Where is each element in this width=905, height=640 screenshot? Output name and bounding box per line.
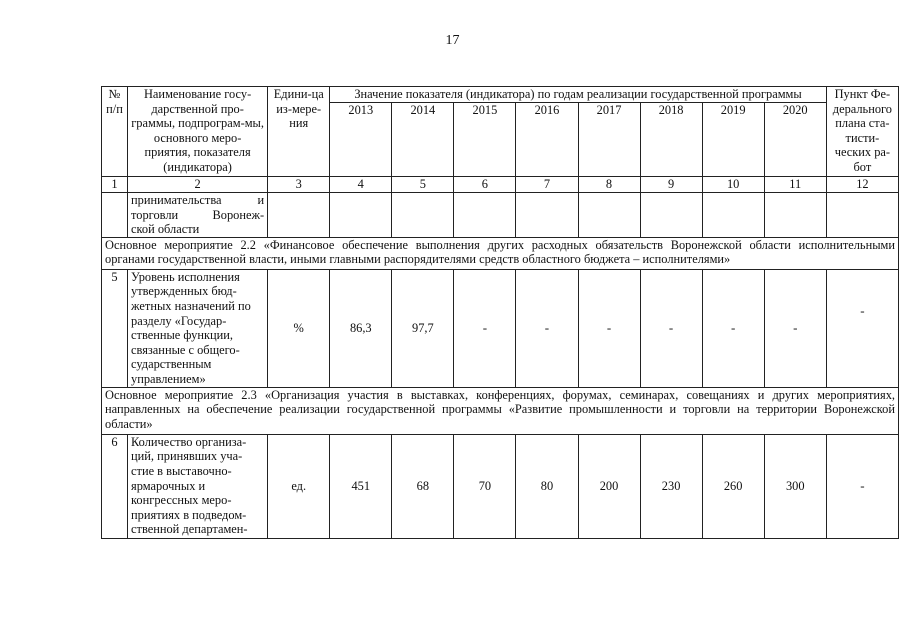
continuation-name: принимательства и торговли Воронеж- ской области	[128, 193, 268, 238]
col-number: 3	[268, 177, 330, 193]
col-number: 11	[764, 177, 826, 193]
year-2014: 2014	[392, 103, 454, 177]
row5-value-2019: -	[702, 269, 764, 387]
header-fed-plan: Пункт Фе-дерального плана ста-тисти-ческих ра-бот	[826, 87, 898, 177]
header-values: Значение показателя (индикатора) по годам реализации государственной программы	[330, 87, 827, 103]
indicator-table	[101, 86, 899, 539]
header-name: Наименование госу-дарственной про-граммы, подпрограм-мы, основного меро-приятия, показателя (индикатора)	[128, 87, 268, 177]
row6-value-2019: 260	[702, 434, 764, 538]
row6-unit: ед.	[268, 434, 330, 538]
col-number: 9	[640, 177, 702, 193]
col-number: 5	[392, 177, 454, 193]
year-2018: 2018	[640, 103, 702, 177]
row5-value-2014: 97,7	[392, 269, 454, 387]
header-unit: Едини-ца из-мере-ния	[268, 87, 330, 177]
row6-value-2014: 68	[392, 434, 454, 538]
year-2016: 2016	[516, 103, 578, 177]
row5-value-2016: -	[516, 269, 578, 387]
col-number: 1	[102, 177, 128, 193]
row6-name: Количество организа- ций, принявших уча- стие в выставочно- ярмарочных и конгрессных меро- приятиях в подведом- ственной департамен-	[128, 434, 268, 538]
section-2-3-title: Основное мероприятие 2.3 «Организация участия в выставках, конференциях, форумах, семинарах, совещаниях и других мероприятиях, направленных на обеспечение реализации государственной программы «Развитие промышленности и торговли на территории Воронежской области»	[102, 387, 899, 434]
col-number: 12	[826, 177, 898, 193]
row5-fed-plan: -	[826, 269, 898, 387]
row5-num: 5	[102, 269, 128, 387]
year-2020: 2020	[764, 103, 826, 177]
section-2-3-row	[102, 387, 899, 434]
page-number: 17	[445, 33, 460, 48]
row5-value-2013: 86,3	[330, 269, 392, 387]
row5-unit: %	[268, 269, 330, 387]
table-row-6	[102, 434, 899, 538]
row6-value-2013: 451	[330, 434, 392, 538]
row5-value-2017: -	[578, 269, 640, 387]
row6-value-2015: 70	[454, 434, 516, 538]
col-number: 4	[330, 177, 392, 193]
section-2-2-title: Основное мероприятие 2.2 «Финансовое обеспечение выполнения других расходных обязательств Воронежской области исполнительными органами государственной власти, иными главными распорядителями средств областного бюджета – исполнителями»	[102, 237, 899, 269]
col-number: 6	[454, 177, 516, 193]
section-2-2-row	[102, 237, 899, 269]
table-row-5	[102, 269, 899, 387]
col-number: 10	[702, 177, 764, 193]
col-number: 2	[128, 177, 268, 193]
year-2017: 2017	[578, 103, 640, 177]
header-row-1	[102, 87, 899, 103]
row6-value-2020: 300	[764, 434, 826, 538]
row6-value-2016: 80	[516, 434, 578, 538]
header-num: № п/п	[102, 87, 128, 177]
row5-value-2015: -	[454, 269, 516, 387]
row6-value-2018: 230	[640, 434, 702, 538]
year-2019: 2019	[702, 103, 764, 177]
row5-value-2020: -	[764, 269, 826, 387]
row6-num: 6	[102, 434, 128, 538]
continuation-row	[102, 193, 899, 238]
row6-fed-plan: -	[826, 434, 898, 538]
col-number: 8	[578, 177, 640, 193]
row5-name: Уровень исполнения утвержденных бюд- жетных назначений по разделу «Государ- ственные функции, связанные с общего- сударственным управлением»	[128, 269, 268, 387]
row6-value-2017: 200	[578, 434, 640, 538]
col-number: 7	[516, 177, 578, 193]
year-2013: 2013	[330, 103, 392, 177]
column-number-row	[102, 177, 899, 193]
cell-empty	[102, 193, 128, 238]
row5-value-2018: -	[640, 269, 702, 387]
year-2015: 2015	[454, 103, 516, 177]
